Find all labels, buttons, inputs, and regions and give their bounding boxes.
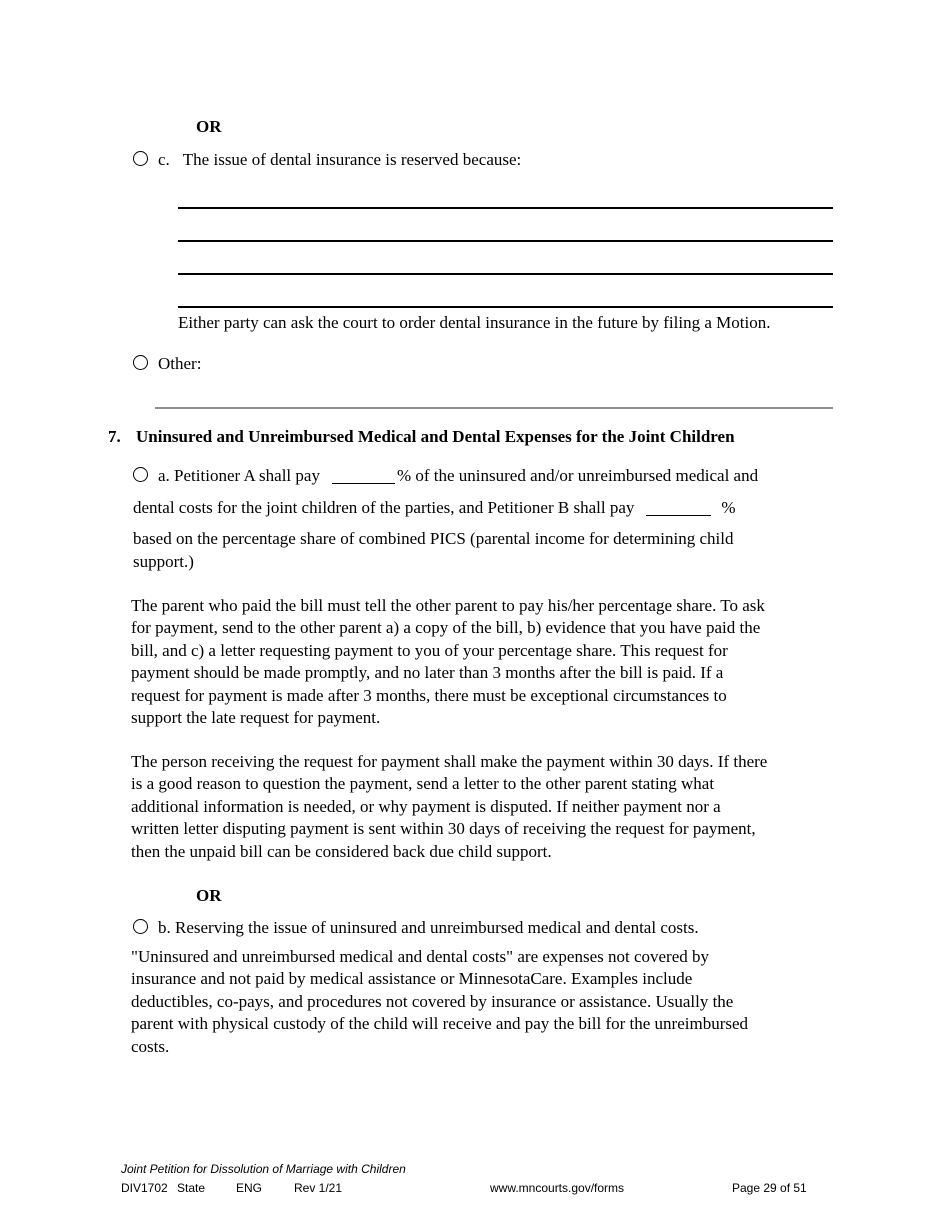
text-line: then the unpaid bill can be considered back due child support. xyxy=(131,841,552,861)
footer-language: ENG xyxy=(236,1181,263,1195)
text-line: deductibles, co-pays, and procedures not covered by insurance or assistance. Usually the xyxy=(131,991,734,1011)
option-a-radio[interactable] xyxy=(133,467,148,482)
text-line: is a good reason to question the payment, send a letter to the other parent stating what xyxy=(131,774,715,794)
paragraph-payment-receive xyxy=(131,751,767,863)
text-line: The person receiving the request for payment shall make the payment within 30 days. If there xyxy=(131,752,768,771)
option-b-row xyxy=(133,918,699,938)
reason-write-line-4[interactable] xyxy=(178,306,833,308)
text-line: additional information is needed, or why payment is disputed. If neither payment nor a xyxy=(131,796,721,816)
option-other-label: Other: xyxy=(158,354,202,373)
reason-write-line-1[interactable] xyxy=(178,207,833,209)
option-b-radio[interactable] xyxy=(133,919,148,934)
option-c-radio[interactable] xyxy=(133,151,148,166)
or-separator-1: OR xyxy=(196,117,222,136)
option-a-line2-after: % xyxy=(721,498,736,517)
section7-title: Uninsured and Unreimbursed Medical and Dental Expenses for the Joint Children xyxy=(136,427,735,446)
text-line: "Uninsured and unreimbursed medical and dental costs" are expenses not covered by xyxy=(131,947,709,966)
footer-jurisdiction: State xyxy=(177,1181,206,1195)
footer-revision: Rev 1/21 xyxy=(294,1181,343,1195)
text-line: The parent who paid the bill must tell the other parent to pay his/her percentage share. To ask xyxy=(131,596,765,615)
section7-number: 7. xyxy=(108,427,121,446)
or-separator-2: OR xyxy=(196,886,222,905)
text-line: support the late request for payment. xyxy=(131,708,381,728)
text-line: parent with physical custody of the child will receive and pay the bill for the unreimbursed xyxy=(131,1014,749,1034)
section-divider xyxy=(155,407,833,409)
text-line: based on the percentage share of combined PICS (parental income for determining child xyxy=(133,529,734,548)
option-b-label: b. Reserving the issue of uninsured and unreimbursed medical and dental costs. xyxy=(158,918,699,937)
option-a-line2 xyxy=(133,498,736,518)
option-other-row xyxy=(133,354,201,374)
option-a-row xyxy=(133,466,758,486)
footer-form-title: Joint Petition for Dissolution of Marriage with Children xyxy=(121,1162,406,1176)
text-line: payment should be made promptly, and no later than 3 months after the bill is paid. If a xyxy=(131,663,724,683)
option-a-text-before: a. Petitioner A shall pay xyxy=(158,466,320,485)
option-a-continuation xyxy=(133,527,733,573)
reason-write-line-3[interactable] xyxy=(178,273,833,275)
option-c-letter: c. xyxy=(158,150,170,169)
text-line: bill, and c) a letter requesting payment to you of your percentage share. This request for xyxy=(131,640,728,660)
text-line: costs. xyxy=(131,1036,170,1056)
option-c-row xyxy=(133,150,521,170)
text-line: insurance and not paid by medical assistance or MinnesotaCare. Examples include xyxy=(131,969,693,989)
text-line: support.) xyxy=(133,552,194,571)
footer-form-id: DIV1702 xyxy=(121,1181,168,1195)
text-line: request for payment is made after 3 months, there must be exceptional circumstances to xyxy=(131,685,727,705)
option-other-radio[interactable] xyxy=(133,355,148,370)
either-party-note: Either party can ask the court to order dental insurance in the future by filing a Motion. xyxy=(178,313,771,332)
footer-website: www.mncourts.gov/forms xyxy=(490,1181,625,1195)
reason-write-line-2[interactable] xyxy=(178,240,833,242)
option-a-text-after: % of the uninsured and/or unreimbursed medical and xyxy=(396,466,759,485)
text-line: for payment, send to the other parent a) a copy of the bill, b) evidence that you have paid the xyxy=(131,618,761,638)
footer-page-number: Page 29 of 51 xyxy=(732,1181,807,1195)
paragraph-unreimbursed-definition xyxy=(131,946,748,1058)
paragraph-payment-request xyxy=(131,595,765,729)
option-c-label: The issue of dental insurance is reserved because: xyxy=(182,150,522,169)
petitioner-b-percent-blank[interactable] xyxy=(646,511,711,516)
petitioner-a-percent-blank[interactable] xyxy=(332,479,395,484)
text-line: written letter disputing payment is sent within 30 days of receiving the request for payment, xyxy=(131,819,756,839)
option-a-line2-before: dental costs for the joint children of the parties, and Petitioner B shall pay xyxy=(133,498,635,517)
section7-heading xyxy=(108,427,735,447)
